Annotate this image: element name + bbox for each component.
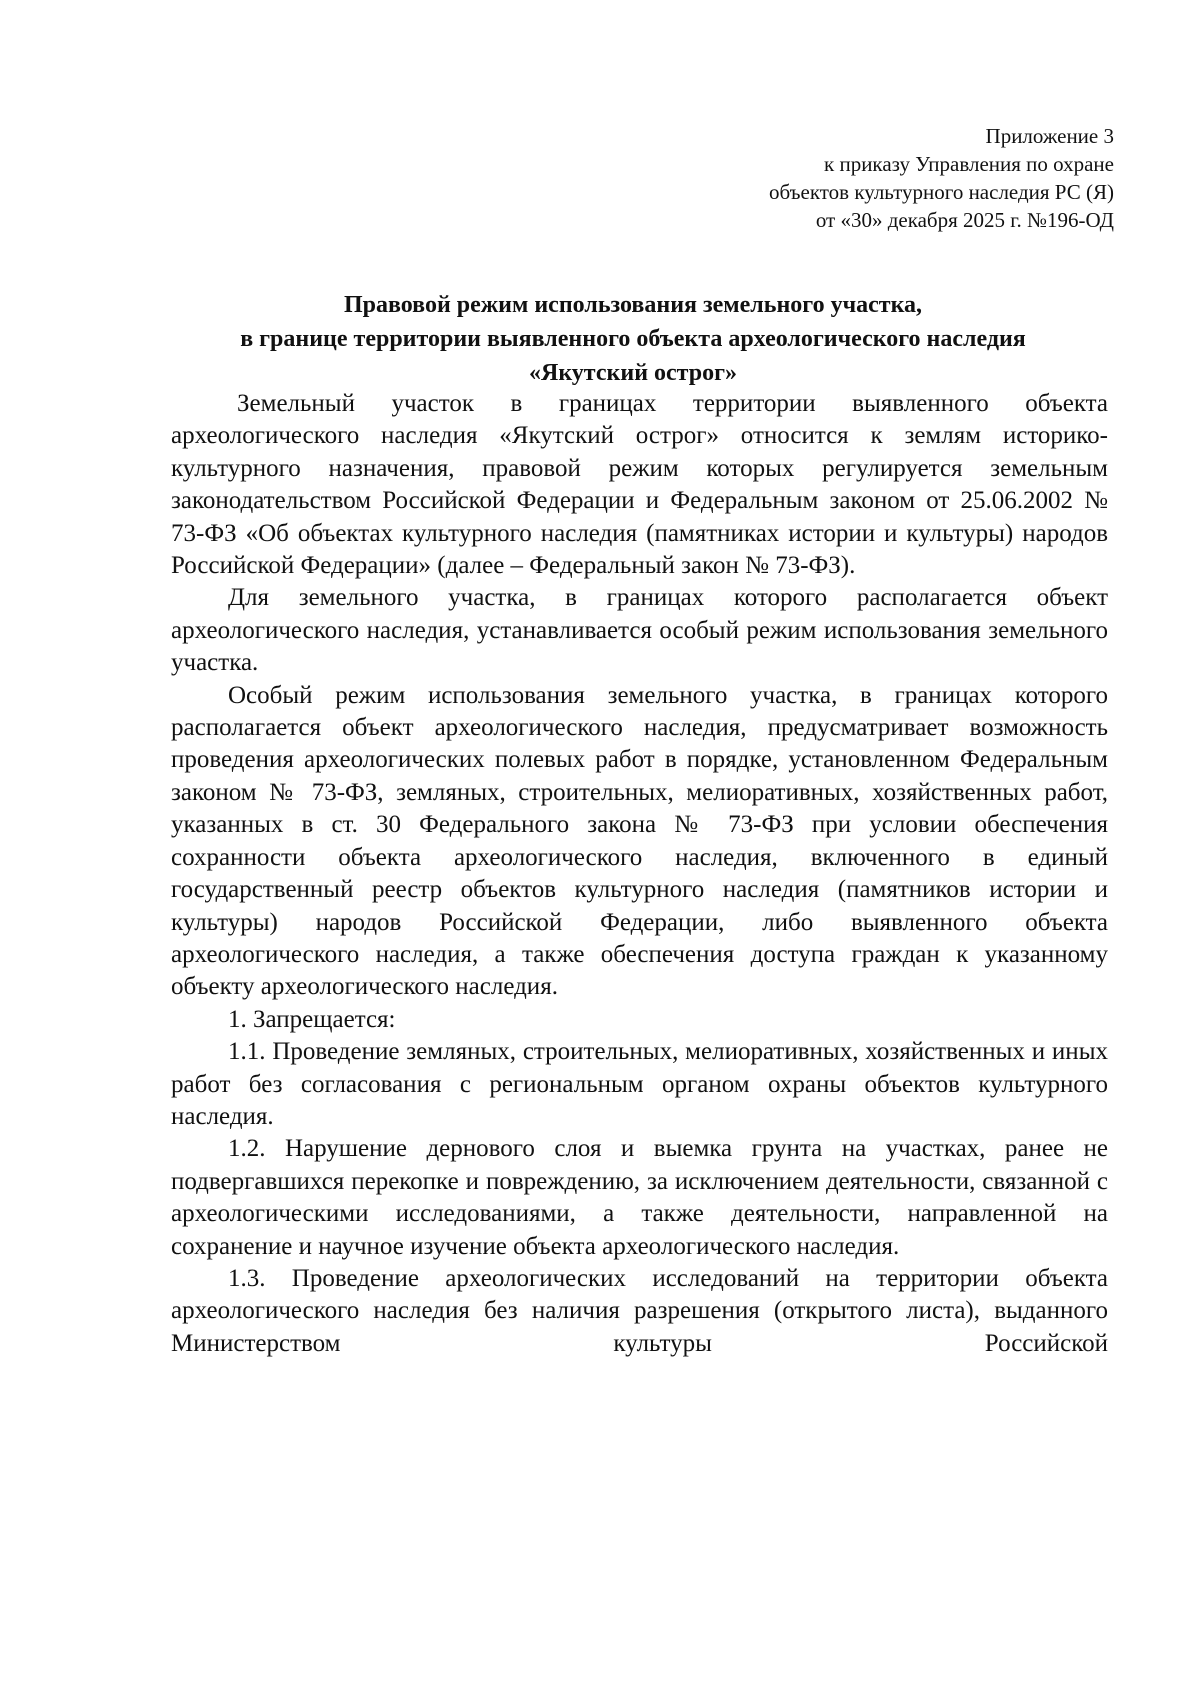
annex-number: Приложение 3 — [985, 124, 1114, 148]
title-line-2: в границе территории выявленного объекта археологического наследия — [240, 326, 1026, 352]
document-body — [171, 388, 1108, 1360]
title-line-3: «Якутский острог» — [528, 360, 738, 386]
document-title — [160, 288, 1106, 390]
annex-order-ref: к приказу Управления по охране — [824, 152, 1114, 176]
paragraph-item-1-2: 1.2. Нарушение дернового слоя и выемка грунта на участках, ранее не подвергавшихся перекопке и повреждению, за исключением деятельности, связанной с археологическими исследованиями, а также деятельности, направленной на сохранение и научное изучение объекта археологического наследия. — [171, 1135, 1108, 1260]
title-line-1: Правовой режим использования земельного участка, — [343, 292, 923, 318]
annex-date-number: от «30» декабря 2025 г. №196-ОД — [815, 208, 1114, 232]
annex-header — [769, 122, 1114, 234]
paragraph-item-1-1: 1.1. Проведение земляных, строительных, мелиоративных, хозяйственных и иных работ без согласования с региональным органом охраны объектов культурного наследия. — [171, 1038, 1108, 1130]
paragraph-item-1-3: 1.3. Проведение археологических исследований на территории объекта археологического наследия без наличия разрешения (открытого листа), выданного Министерством культуры Российской — [171, 1264, 1108, 1357]
paragraph-land-status: Земельный участок в границах территории выявленного объекта археологического наследия «Якутский острог» относится к землям историко-культурного назначения, правовой режим которых регулируется земельным законодательством Российской Федерации и Федеральным законом от 25.06.2002 № 73-ФЗ «Об объектах культурного наследия (памятниках истории и культуры) народов Российской Федерации» (далее – Федеральный закон № 73-ФЗ). — [171, 390, 1108, 580]
paragraph-regime-details: Особый режим использования земельного участка, в границах которого располагается объект археологического наследия, предусматривает возможность проведения археологических полевых работ в порядке, установленном Федеральным законом № 73-ФЗ, земляных, строительных, мелиоративных, хозяйственных работ, указанных в ст. 30 Федерального закона № 73-ФЗ при условии обеспечения сохранности объекта археологического наследия, включенного в единый государственный реестр объектов культурного наследия (памятников истории и культуры) народов Российской Федерации, либо выявленного объекта археологического наследия, а также обеспечения доступа граждан к указанному объекту археологического наследия. — [171, 681, 1108, 1001]
paragraph-prohibited-heading: 1. Запрещается: — [228, 1005, 396, 1033]
annex-authority: объектов культурного наследия РС (Я) — [769, 180, 1114, 204]
paragraph-special-regime: Для земельного участка, в границах которого располагается объект археологического наследия, устанавливается особый режим использования земельного участка. — [171, 584, 1108, 677]
